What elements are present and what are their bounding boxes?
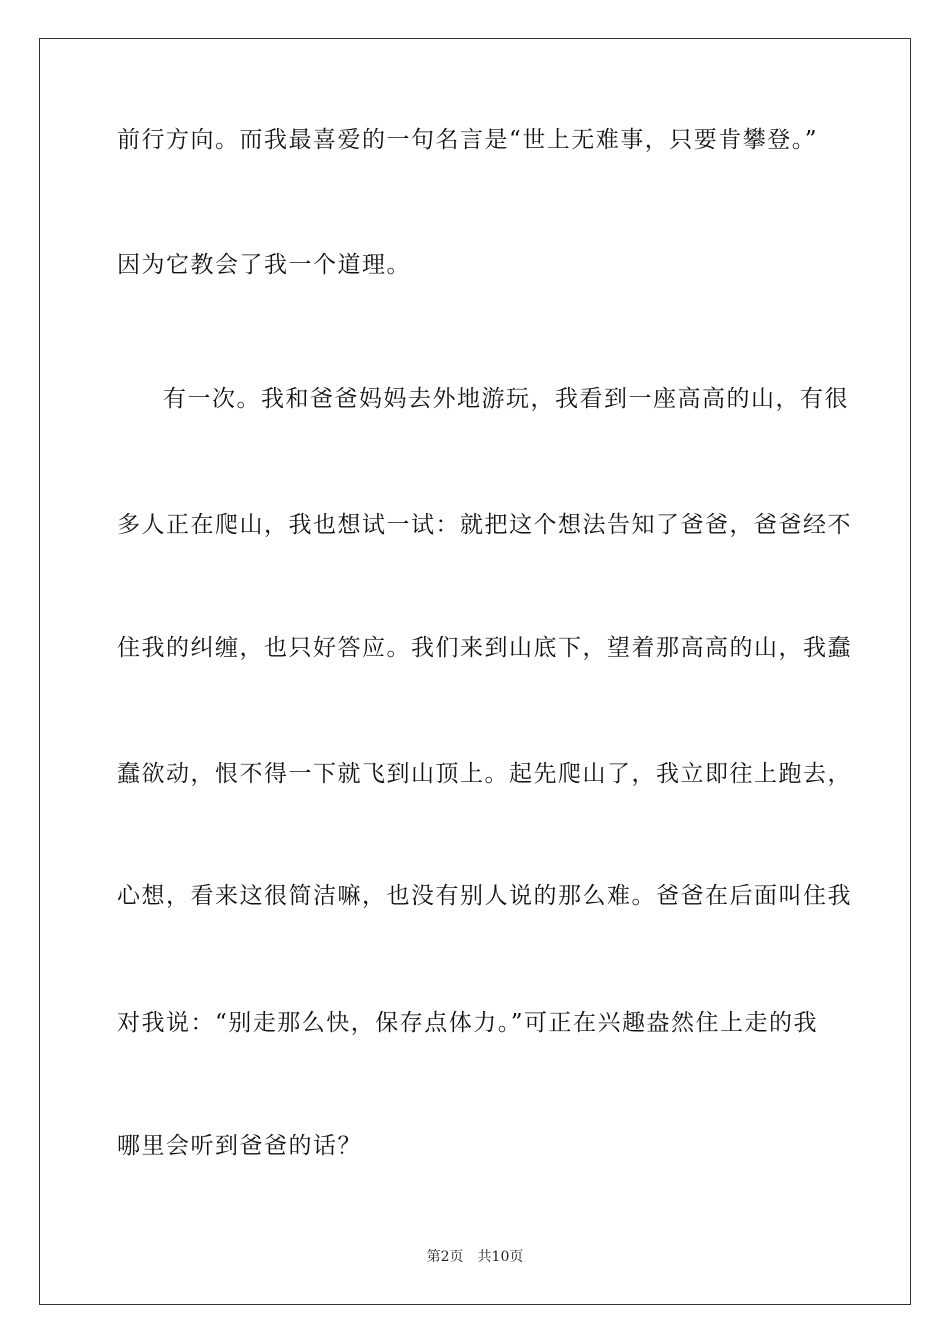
page-total: 共10页 — [477, 1249, 524, 1265]
text-line-7: 心想，看来这很简洁嘛，也没有别人说的那么难。爸爸在后面叫住我 — [117, 883, 852, 909]
text-line-9: 哪里会听到爸爸的话？ — [117, 1133, 362, 1159]
text-line-3: 有一次。我和爸爸妈妈去外地游玩，我看到一座高高的山，有很 — [163, 386, 849, 412]
text-line-8: 对我说：“别走那么快，保存点体力。”可正在兴趣盎然住上走的我 — [117, 1010, 819, 1036]
text-line-6: 蠢欲动，恨不得一下就飞到山顶上。起先爬山了，我立即往上跑去， — [117, 761, 852, 787]
page-number: 第2页 — [426, 1249, 464, 1265]
text-line-2: 因为它教会了我一个道理。 — [117, 252, 411, 278]
page-frame — [39, 38, 911, 1305]
text-line-5: 住我的纠缠，也只好答应。我们来到山底下，望着那高高的山，我蠢 — [117, 635, 852, 661]
text-line-1: 前行方向。而我最喜爱的一句名言是“世上无难事，只要肯攀登。” — [117, 127, 819, 153]
text-line-4: 多人正在爬山，我也想试一试：就把这个想法告知了爸爸，爸爸经不 — [117, 512, 852, 538]
page-footer — [0, 1247, 950, 1267]
